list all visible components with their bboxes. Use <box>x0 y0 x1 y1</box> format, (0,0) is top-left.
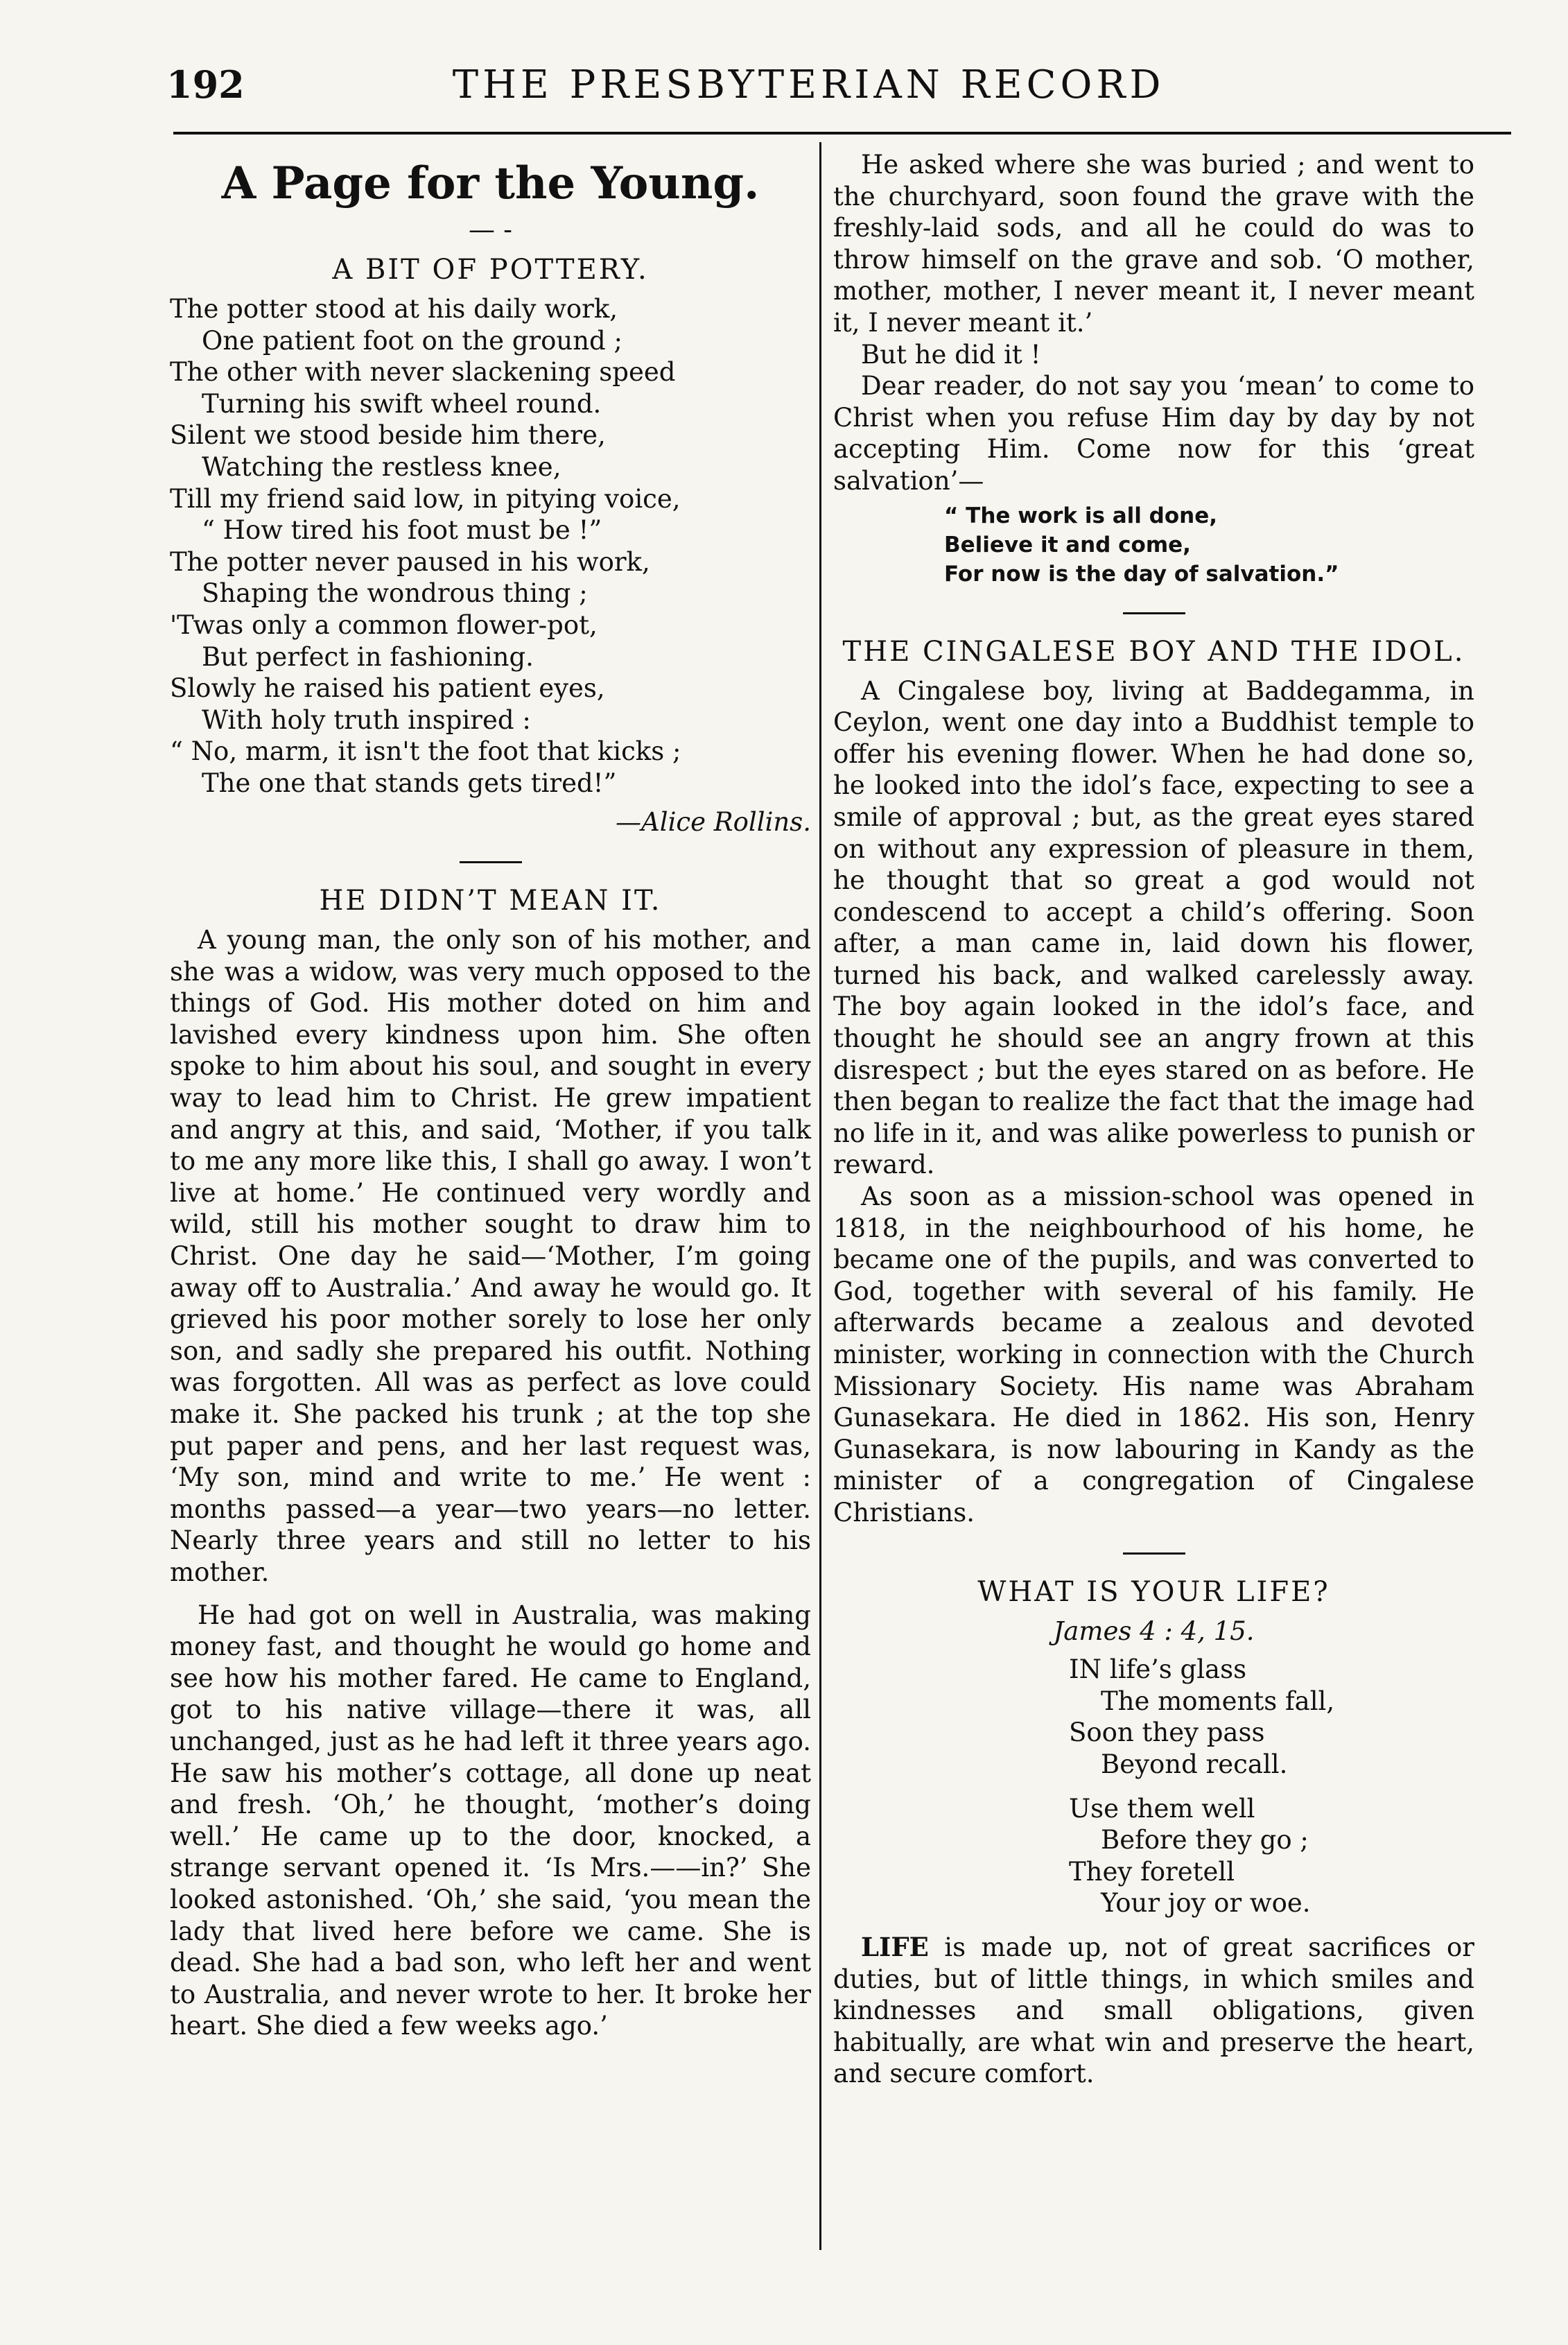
pottery-title: A BIT OF POTTERY. <box>332 254 649 286</box>
life-scripture-reference: James 4 : 4, 15. <box>1053 1616 1255 1646</box>
verse-line: The potter stood at his daily work, <box>170 294 618 324</box>
title-ornament: — - <box>469 214 512 245</box>
verse-line: Use them well <box>1069 1793 1255 1824</box>
life-closing-paragraph <box>833 1932 1474 2090</box>
page-number: 192 <box>166 62 245 107</box>
verse-line: Turning his swift wheel round. <box>202 388 602 419</box>
life-stanza-2 <box>1069 1793 1474 1919</box>
department-title: A Page for the Young. <box>221 157 760 209</box>
section-rule <box>1123 1552 1185 1555</box>
verse-line: Silent we stood beside him there, <box>170 420 606 451</box>
verse-line: 'Twas only a common flower-pot, <box>170 609 598 640</box>
verse-line: With holy truth inspired : <box>202 704 531 735</box>
verse-line: They foretell <box>1069 1856 1235 1887</box>
mean-paragraph-2: He had got on well in Australia, was making money fast, and thought he would go home and see how his mother fared. He came to England, got to his native village—there it was, all unchanged, just as he had left it three years ago. He saw his mother’s cottage, all done up neat and fresh. ‘Oh,’ he thought, ‘mother’s doing well.’ He came up to the door, knocked, a strange servant opened it. ‘Is Mrs.——in?’ She looked astonished. ‘Oh,’ she said, ‘you mean the lady that lived here before we came. She is dead. She had a bad son, who left her and went to Australia, and never wrote to her. It broke her heart. She died a few weeks ago.’ <box>170 1600 811 2041</box>
column-divider <box>819 142 821 2250</box>
verse-line: “ How tired his foot must be !” <box>202 515 602 546</box>
verse-line: Before they go ; <box>1101 1825 1309 1855</box>
life-closing-lead: LIFE <box>861 1931 929 1962</box>
verse-line: But perfect in fashioning. <box>202 641 534 672</box>
mean-paragraph-1: A young man, the only son of his mother, and she was a widow, was very much opposed to the things of God. His mother doted on him and lavished every kindness upon him. She often spoke to him about his soul, and sought in every way to lead him to Christ. He grew impatient and angry at this, and said, ‘Mother, if you talk to me any more like this, I shall go away. I won’t live at home.’ He continued very wordly and wild, still his mother sought to draw him to Christ. One day he said—‘Mother, I’m going away off to Australia.’ And away he would go. It grieved his poor mother sorely to lose her only son, and sadly she prepared his outfit. Nothing was forgotten. All was as perfect as love could make it. She packed his trunk ; at the top she put paper and pens, and her last request was, ‘My son, mind and write to me.’ He went : months passed—a year—two years—no letter. Nearly three years and still no letter to his mother. <box>170 925 811 1587</box>
verse-line: Beyond recall. <box>1101 1749 1288 1779</box>
left-column <box>170 149 811 2042</box>
verse-line: Shaping the wondrous thing ; <box>202 578 588 609</box>
section-rule <box>460 861 522 863</box>
life-closing-text: is made up, not of great sacrifices or duties, but of little things, in which smiles and kindnesses and small obligations, given habitually, are what win and preserve the heart, and secure comfort. <box>833 1932 1474 2089</box>
journal-title: THE PRESBYTERIAN RECORD <box>452 62 1165 107</box>
cingalese-paragraph-1: A Cingalese boy, living at Baddegamma, in Ceylon, went one day into a Buddhist temple to offer his evening flower. When he had done so, he looked into the idol’s face, expecting to see a smile of approval ; but, as the great eyes stared on without any expression of pleasure in them, he thought that so great a god would not condescend to accept a child’s offering. Soon after, a man came in, laid down his flower, turned his back, and walked carelessly away. The boy again looked in the idol’s face, and thought he should see an angry frown at this disrespect ; but the eyes stared on as before. He then began to realize the fact that the image had no life in it, and was alike powerless to punish or reward. <box>833 675 1474 1180</box>
salvation-quote <box>944 501 1474 589</box>
cingalese-title: THE CINGALESE BOY AND THE IDOL. <box>842 635 1465 668</box>
mean-title: HE DIDN’T MEAN IT. <box>319 885 662 917</box>
mean-cont-paragraph-1: He asked where she was buried ; and went to the churchyard, soon found the grave with the freshly-laid sods, and all he could do was to throw himself on the grave and sob. ‘O mother, mother, mother, I never meant it, I never meant it, I never meant it.’ <box>833 150 1474 338</box>
verse-line: Soon they pass <box>1069 1717 1265 1748</box>
verse-line: The one that stands gets tired!” <box>202 768 617 798</box>
header-rule <box>173 132 1511 135</box>
mean-cont-paragraph-2: But he did it ! <box>861 339 1041 370</box>
mean-cont-paragraph-3: Dear reader, do not say you ‘mean’ to come to Christ when you refuse Him day by day by not accepting Him. Come now for this ‘great salvation’— <box>833 371 1474 496</box>
pottery-attribution: —Alice Rollins. <box>616 806 811 837</box>
quote-line: For now is the day of salvation.” <box>944 561 1339 587</box>
verse-line: One patient foot on the ground ; <box>202 325 622 356</box>
life-title: WHAT IS YOUR LIFE? <box>977 1575 1330 1608</box>
section-rule <box>1123 612 1185 614</box>
verse-line: Watching the restless knee, <box>202 451 561 482</box>
cingalese-paragraph-2: As soon as a mission-school was opened in 1818, in the neighbourhood of his home, he became one of the pupils, and was converted to God, together with several of his family. He afterwards became a zealous and devoted minister, working in connection with the Church Missionary Society. His name was Abraham Gunasekara. He died in 1862. His son, Henry Gunasekara, is now labouring in Kandy as the minister of a congregation of Cingalese Christians. <box>833 1182 1474 1528</box>
running-head <box>166 62 1497 132</box>
verse-line: The moments fall, <box>1101 1686 1335 1716</box>
verse-line: The other with never slackening speed <box>170 357 676 388</box>
verse-line: The potter never paused in his work, <box>170 546 650 577</box>
verse-line: IN life’s glass <box>1069 1654 1247 1685</box>
life-stanza-1 <box>1069 1654 1474 1780</box>
verse-line: Slowly he raised his patient eyes, <box>170 673 605 704</box>
quote-line: Believe it and come, <box>944 532 1191 557</box>
verse-line: “ No, marm, it isn't the foot that kicks ; <box>170 736 681 767</box>
right-column <box>833 149 1474 2090</box>
verse-line: Your joy or woe. <box>1101 1888 1311 1919</box>
pottery-poem <box>170 293 811 799</box>
verse-line: Till my friend said low, in pitying voice, <box>170 483 681 514</box>
quote-line: “ The work is all done, <box>944 503 1218 528</box>
